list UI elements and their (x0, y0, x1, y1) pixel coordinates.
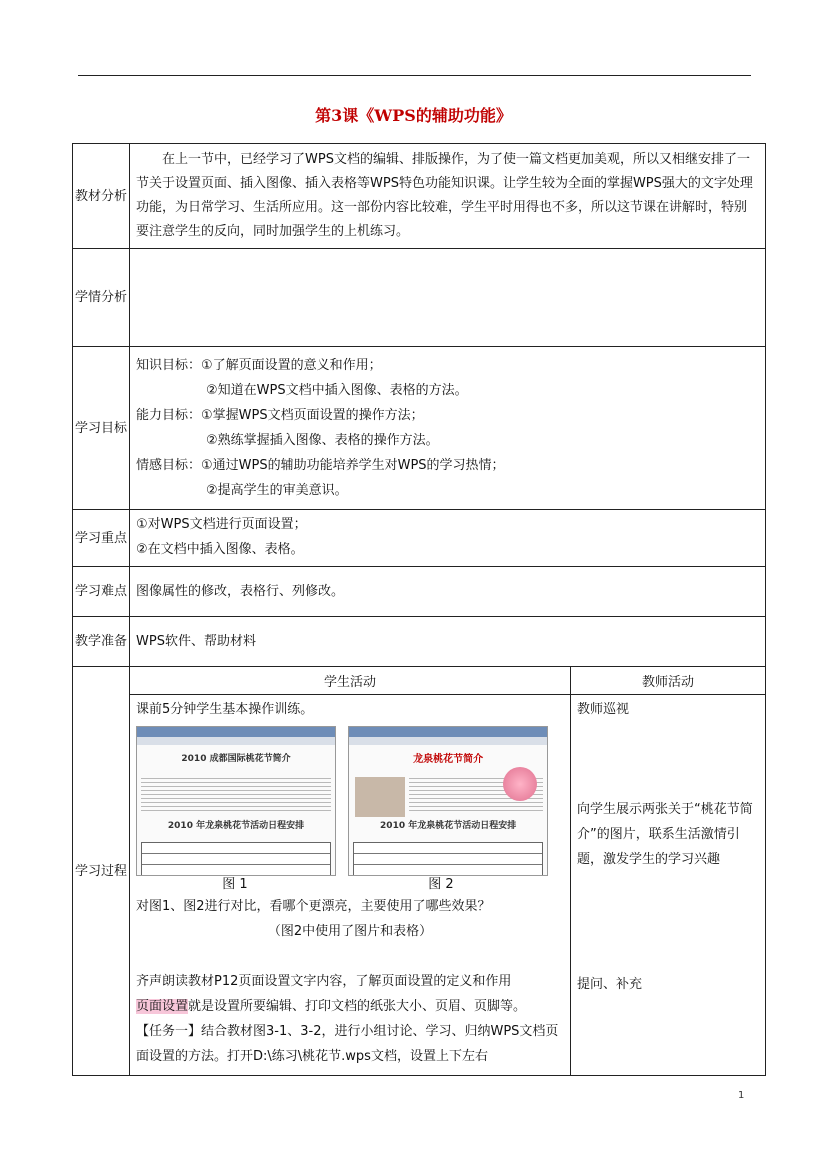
label-xueqing: 学情分析 (73, 249, 130, 347)
label-nandian: 学习难点 (73, 567, 130, 617)
page-number: 1 (738, 1090, 745, 1101)
teacher-activity-header: 教师活动 (571, 667, 766, 695)
row-process-header (73, 667, 766, 695)
label-zhongdian: 学习重点 (73, 510, 130, 567)
row-zhongdian (73, 510, 766, 567)
student-step: （图2中使用了图片和表格） (267, 924, 433, 939)
goal-line: 能力目标：①掌握WPS文档页面设置的操作方法； (136, 408, 424, 423)
xueqing-text (130, 249, 765, 257)
figure-1-table-title: 2010 年龙泉桃花节活动日程安排 (167, 821, 305, 831)
label-zhunbei: 教学准备 (73, 617, 130, 667)
student-step (136, 994, 564, 1019)
row-process-body (73, 695, 766, 1076)
goal-line: ②提高学生的审美意识。 (206, 483, 348, 498)
figure-2-table-title: 2010 年龙泉桃花节活动日程安排 (380, 821, 517, 831)
row-jiaocai (73, 144, 766, 249)
student-step: 课前5分钟学生基本操作训练。 (136, 702, 314, 717)
student-step: 【任务一】结合教材图3-1、3-2，进行小组讨论、学习、归纳WPS文档页面设置的方法。打开D:\练习\桃花节.wps文档，设置上下左右 (136, 1024, 559, 1064)
key-point-line: ②在文档中插入图像、表格。 (136, 542, 304, 557)
label-guocheng: 学习过程 (73, 667, 130, 1076)
student-activity-header: 学生活动 (130, 667, 571, 695)
label-jiaocai: 教材分析 (73, 144, 130, 249)
row-zhunbei (73, 617, 766, 667)
figure-2-heading: 龙泉桃花节简介 (413, 754, 484, 765)
difficulty-text: 图像属性的修改，表格行、列修改。 (136, 583, 345, 599)
row-xueqing (73, 249, 766, 347)
goal-line: 知识目标：①了解页面设置的意义和作用； (136, 358, 382, 373)
student-step: 齐声朗读教材P12页面设置文字内容，了解页面设置的定义和作用 (136, 974, 512, 989)
page-title: 第3课《WPS的辅助功能》 (315, 106, 512, 125)
goal-line: ②熟练掌握插入图像、表格的操作方法。 (206, 433, 439, 448)
figure-2-image (348, 726, 548, 876)
jiaocai-text: 在上一节中，已经学习了WPS文档的编辑、排版操作，为了使一篇文档更加美观，所以又相继安排了一节关于设置页面、插入图像、插入表格等WPS特色功能知识课。让学生较为全面的掌握WPS强大的文字处理功能，为日常学习、生活所应用。这一部份内容比较难，学生平时用得也不多，所以这节课在讲解时，特别要注意学生的反向，同时加强学生的上机练习。 (136, 152, 753, 239)
definition-text: 就是设置所要编辑、打印文档的纸张大小、页眉、页脚等。 (188, 999, 527, 1014)
highlighted-term: 页面设置 (136, 999, 189, 1014)
key-point-line: ①对WPS文档进行页面设置； (136, 517, 307, 532)
header-rule (78, 75, 751, 76)
teacher-step: 教师巡视 (577, 702, 630, 717)
lesson-plan-table (72, 143, 766, 1076)
figure-1-caption: 图 1 (222, 877, 248, 892)
figure-1-heading: 2010 成都国际桃花节简介 (181, 754, 291, 764)
row-nandian (73, 567, 766, 617)
goal-line: ②知道在WPS文档中插入图像、表格的方法。 (206, 383, 468, 398)
figure-1-image (136, 726, 336, 876)
goal-line: 情感目标：①通过WPS的辅助功能培养学生对WPS的学习热情； (136, 458, 505, 473)
label-mubiao: 学习目标 (73, 347, 130, 510)
prep-text: WPS软件、帮助材料 (136, 633, 256, 649)
figure-2-caption: 图 2 (428, 877, 454, 892)
student-step: 对图1、图2进行对比，看哪个更漂亮，主要使用了哪些效果？ (136, 899, 491, 914)
teacher-step: 提问、补充 (577, 977, 643, 992)
teacher-step: 向学生展示两张关于“桃花节简介”的图片，联系生活激情引题，激发学生的学习兴趣 (577, 802, 753, 867)
row-mubiao (73, 347, 766, 510)
